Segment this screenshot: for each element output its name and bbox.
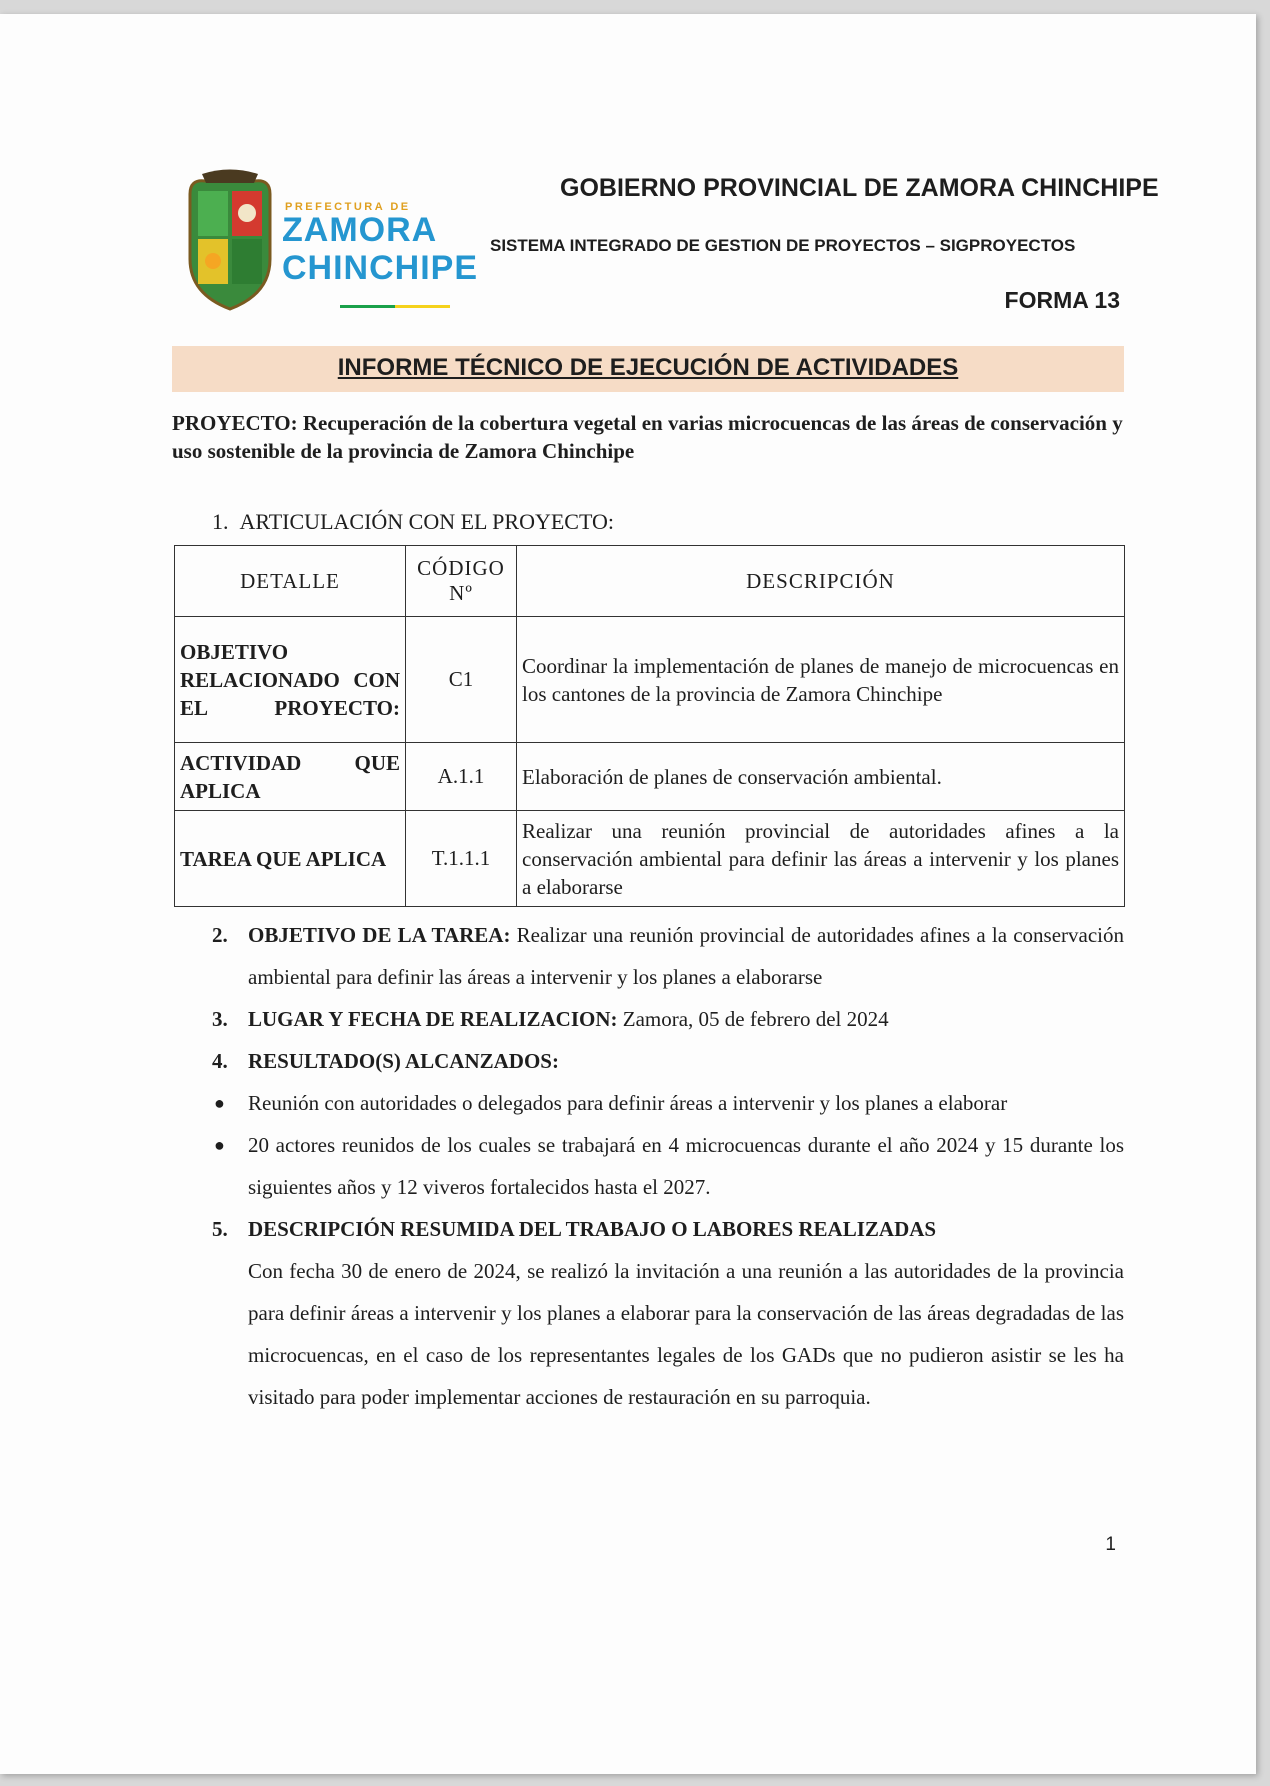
section-2-number: 2. [212, 923, 228, 947]
section-5-paragraph [212, 1250, 1124, 1418]
section-3-label: LUGAR Y FECHA DE REALIZACION [248, 1007, 611, 1031]
section-4-number: 4. [212, 1049, 228, 1073]
form-number: FORMA 13 [1004, 287, 1120, 313]
detail-cell: OBJETIVO RELACIONADO CON EL PROYECTO: [175, 617, 406, 743]
document-page [0, 14, 1256, 1774]
section-1-number: 1. [212, 509, 229, 534]
logo-chinchipe-text: CHINCHIPE [282, 249, 479, 287]
page-number: 1 [1105, 1534, 1116, 1555]
prefectura-logo [180, 169, 479, 329]
section-2-label: OBJETIVO DE LA TAREA [248, 923, 504, 947]
section-3-number: 3. [212, 1007, 228, 1031]
articulation-table [174, 545, 1125, 907]
header-code: CÓDIGO Nº [406, 546, 517, 617]
list-item [212, 1082, 1124, 1124]
system-title: SISTEMA INTEGRADO DE GESTION DE PROYECTOS – SIGPROYECTOS [490, 236, 1076, 255]
project-label: PROYECTO [172, 411, 291, 435]
section-3-text: Zamora, 05 de febrero del 2024 [622, 1007, 889, 1031]
header-description: DESCRIPCIÓN [517, 546, 1125, 617]
section-4-label: RESULTADO(S) ALCANZADOS [248, 1049, 552, 1073]
table-row [175, 617, 1125, 743]
project-text: Recuperación de la cobertura vegetal en varias microcuencas de las áreas de conservación y uso sostenible de la provincia de Zamora Chinchipe [172, 411, 1123, 463]
section-2: 2. OBJETIVO DE LA TAREA: Realizar una reunión provincial de autoridades afines a la conservación ambiental para definir las áreas a intervenir y los planes a elaborarse [212, 914, 1124, 998]
section-5 [212, 1208, 1124, 1250]
bullet-icon: ● [214, 1093, 225, 1113]
section-2-text: Realizar una reunión provincial de autoridades afines a la conservación ambiental para definir las áreas a intervenir y los planes a elaborarse [248, 923, 1124, 989]
bullet-icon: ● [214, 1135, 225, 1155]
result-text: Reunión con autoridades o delegados para definir áreas a intervenir y los planes a elaborar [248, 1091, 1008, 1115]
government-title: GOBIERNO PROVINCIAL DE ZAMORA CHINCHIPE [560, 174, 1159, 202]
logo-prefectura-text: PREFECTURA DE [285, 201, 411, 213]
coat-of-arms-icon [180, 169, 280, 319]
section-4: 4. RESULTADO(S) ALCANZADOS: [212, 1040, 1124, 1082]
header-detail: DETALLE [175, 546, 406, 617]
description-cell: Coordinar la implementación de planes de manejo de microcuencas en los cantones de la provincia de Zamora Chinchipe [517, 617, 1125, 743]
code-cell: C1 [406, 617, 517, 743]
section-1-title: ARTICULACIÓN CON EL PROYECTO: [239, 509, 615, 534]
description-cell: Elaboración de planes de conservación ambiental. [517, 743, 1125, 811]
description-cell: Realizar una reunión provincial de autoridades afines a la conservación ambiental para definir las áreas a intervenir y los planes a elaborarse [517, 811, 1125, 907]
logo-underline [340, 305, 450, 308]
section-5-number: 5. [212, 1217, 228, 1241]
detail-cell: ACTIVIDAD QUE APLICA [175, 743, 406, 811]
table-header-row [175, 546, 1125, 617]
report-title: INFORME TÉCNICO DE EJECUCIÓN DE ACTIVIDADES [337, 354, 959, 381]
section-5-label: DESCRIPCIÓN RESUMIDA DEL TRABAJO O LABORES REALIZADAS [248, 1217, 937, 1241]
result-text: 20 actores reunidos de los cuales se trabajará en 4 microcuencas durante el año 2024 y 15 durante los siguientes años y 12 viveros fortalecidos hasta el 2027. [248, 1133, 1124, 1199]
code-cell: T.1.1.1 [406, 811, 517, 907]
section-1-heading [212, 509, 614, 535]
detail-cell: TAREA QUE APLICA [175, 811, 406, 907]
table-row [175, 811, 1125, 907]
project-paragraph: PROYECTO: Recuperación de la cobertura vegetal en varias microcuencas de las áreas de conservación y uso sostenible de la provincia de Zamora Chinchipe [172, 411, 1123, 463]
section-3: 3. LUGAR Y FECHA DE REALIZACION: Zamora, 05 de febrero del 2024 [212, 998, 1124, 1040]
section-5-text: Con fecha 30 de enero de 2024, se realizó la invitación a una reunión a las autoridades de la provincia para definir áreas a intervenir y los planes a elaborar para la conservación de las áreas degradadas de las microcuencas, en el caso de los representantes legales de los GADs que no pudieron asistir se les ha visitado para poder implementar acciones de restauración en su parroquia. [248, 1259, 1124, 1409]
list-item [212, 1124, 1124, 1208]
report-title-banner [172, 346, 1124, 392]
report-body [212, 914, 1124, 1418]
code-cell: A.1.1 [406, 743, 517, 811]
logo-zamora-text: ZAMORA [282, 211, 438, 249]
table-row [175, 743, 1125, 811]
